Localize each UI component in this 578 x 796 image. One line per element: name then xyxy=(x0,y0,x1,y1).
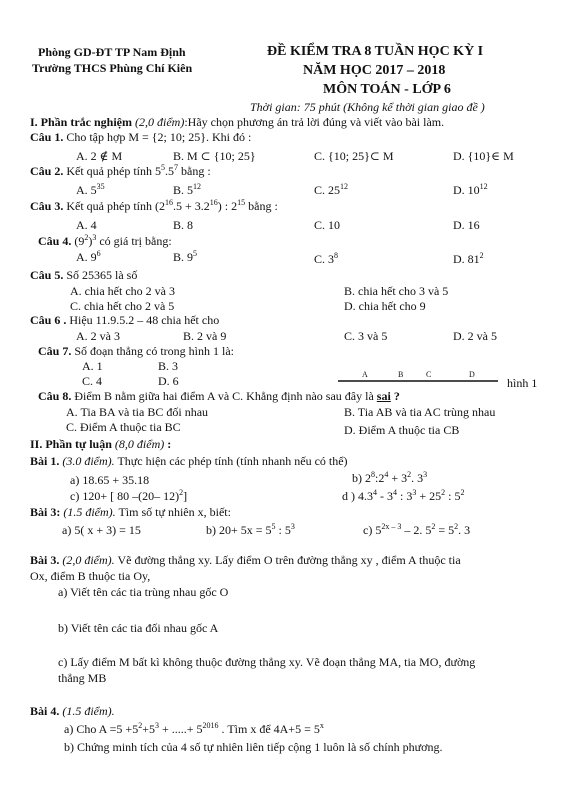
q4-text2: ) xyxy=(88,234,93,248)
q1-label: Câu 1. xyxy=(30,130,64,144)
bai1-part-a: a) 18.65 + 35.18 xyxy=(70,473,150,487)
q4-c-base: C. 3 xyxy=(314,252,335,266)
bai4-a-t4: . Tìm x để 4A+5 = 5 xyxy=(218,722,320,736)
q4-text1: (9 xyxy=(74,234,85,248)
bai2-part-a: a) 5( x + 3) = 15 xyxy=(62,523,141,537)
bai1-part-c xyxy=(70,489,187,503)
bai3-part-c-line2: thẳng MB xyxy=(58,671,107,685)
q8-option-d: D. Điểm A thuộc tia CB xyxy=(344,423,460,437)
q7-stem xyxy=(38,344,234,358)
bai4-points: (1.5 điểm). xyxy=(62,704,115,718)
q3-option-d: D. 16 xyxy=(453,218,480,232)
bai3-stem xyxy=(30,553,461,567)
figure-point-a: A xyxy=(362,370,368,379)
bai3-text1: Vẽ đường thẳng xy. Lấy điểm O trên đường thẳng xy , điểm A thuộc tia xyxy=(114,553,461,567)
bai4-label: Bài 4. xyxy=(30,704,60,718)
q6-option-b: B. 2 và 9 xyxy=(183,329,227,343)
q2-c-exp: 12 xyxy=(340,182,349,191)
bai1-b-t4: . 3 xyxy=(411,471,424,485)
bai2-b-t2: : 5 xyxy=(275,523,291,537)
bai1-d-t3: : 3 xyxy=(397,489,413,503)
bai2-c-t4: . 3 xyxy=(458,523,471,537)
bai4-a-t1: a) Cho A =5 +5 xyxy=(64,722,139,736)
q5-option-b: B. chia hết cho 3 và 5 xyxy=(344,284,449,298)
q8-option-a: A. Tia BA và tia BC đối nhau xyxy=(66,405,209,419)
bai2-c-t3: = 5 xyxy=(435,523,455,537)
bai2-part-b xyxy=(206,523,295,537)
q2-option-c xyxy=(314,183,348,197)
bai1-c-t1: c) 120+ [ 80 –(20– 12) xyxy=(70,489,180,503)
q8-text: Điểm B nằm giữa hai điểm A và C. Khẳng định nào sau đây là xyxy=(74,389,374,403)
bai1-part-b xyxy=(352,471,427,485)
q3-option-a: A. 4 xyxy=(76,218,97,232)
bai4-a-e2: 3 xyxy=(154,721,159,730)
q3-exp2: 16 xyxy=(209,198,218,207)
part2-heading: II. Phần tự luận xyxy=(30,437,112,451)
bai4-a-e1: 2 xyxy=(138,721,143,730)
q4-option-b xyxy=(173,250,197,264)
q2-a-exp: 35 xyxy=(96,182,105,191)
bai3-label: Bài 3. xyxy=(30,553,60,567)
bai3-points: (2,0 điểm). xyxy=(62,553,115,567)
q5-option-a: A. chia hết cho 2 và 3 xyxy=(70,284,175,298)
bai1-d-e5: 2 xyxy=(460,488,465,497)
figure-point-d: D xyxy=(469,370,475,379)
subject-title: MÔN TOÁN - LỚP 6 xyxy=(323,82,451,97)
q4-a-exp: 6 xyxy=(96,249,101,258)
q2-stem xyxy=(30,164,211,178)
part2-colon: : xyxy=(164,437,172,451)
q2-b-exp: 12 xyxy=(193,182,202,191)
q8-sai: sai xyxy=(376,389,391,403)
part1-instruction: :Hãy chọn phương án trả lời đúng và viết vào bài làm. xyxy=(184,115,445,129)
bai1-stem xyxy=(30,454,348,468)
bai4-part-a xyxy=(64,722,324,736)
bai2-c-t1: c) 5 xyxy=(363,523,382,537)
bai2-c-e3: 2 xyxy=(454,522,459,531)
q7-text: Số đoạn thẳng có trong hình 1 là: xyxy=(74,344,234,358)
q6-stem xyxy=(30,313,219,327)
q5-option-c: C. chia hết cho 2 và 5 xyxy=(70,299,175,313)
q1-option-a: A. 2 ∉ M xyxy=(76,149,123,163)
q3-option-b: B. 8 xyxy=(173,218,194,232)
bai1-d-t2: - 3 xyxy=(377,489,393,503)
q2-a-base: A. 5 xyxy=(76,183,97,197)
bai1-d-e3: 3 xyxy=(412,488,417,497)
q3-text4: bằng : xyxy=(245,199,278,213)
q7-option-d: D. 6 xyxy=(158,374,179,388)
q5-option-d: D. chia hết cho 9 xyxy=(344,299,426,313)
bai4-part-b: b) Chứng minh tích của 4 số tự nhiên liên tiếp cộng 1 luôn là số chính phương. xyxy=(64,740,443,754)
bai1-d-t5: : 5 xyxy=(445,489,461,503)
part1-points: (2,0 điểm) xyxy=(135,115,185,129)
q3-option-c: C. 10 xyxy=(314,218,341,232)
bai3-part-a: a) Viết tên các tia trùng nhau gốc O xyxy=(58,585,229,599)
bai1-b-e1: 8 xyxy=(371,470,375,479)
q3-text1: Kết quả phép tính (2 xyxy=(66,199,165,213)
q1-option-d: D. {10}∈ M xyxy=(453,149,514,163)
q4-exp2: 3 xyxy=(92,233,97,242)
bai1-d-t1: d ) 4.3 xyxy=(342,489,373,503)
q8-option-b: B. Tia AB và tia AC trùng nhau xyxy=(344,405,496,419)
bai1-c-e1: 2 xyxy=(179,488,184,497)
bai3-text2: Ox, điểm B thuộc tia Oy, xyxy=(30,569,151,583)
q4-label: Câu 4. xyxy=(38,234,72,248)
q4-b-base: B. 9 xyxy=(173,250,194,264)
q2-b-base: B. 5 xyxy=(173,183,194,197)
q4-option-c xyxy=(314,252,338,266)
q8-label: Câu 8. xyxy=(38,389,72,403)
bai1-c-t2: ] xyxy=(183,489,188,503)
bai1-b-e4: 3 xyxy=(423,470,428,479)
bai3-part-c-line1: c) Lấy điểm M bất kì không thuộc đường thẳng xy. Vẽ đoạn thẳng MA, tia MO, đường xyxy=(58,655,476,669)
bai2-b-e1: 5 xyxy=(271,522,276,531)
bai4-a-e3: 2016 xyxy=(202,721,219,730)
q6-option-d: D. 2 và 5 xyxy=(453,329,497,343)
bai2-c-t2: – 2. 5 xyxy=(401,523,432,537)
q3-text3: ) : 2 xyxy=(217,199,238,213)
q8-option-c: C. Điểm A thuộc tia BC xyxy=(66,420,181,434)
q1-text: Cho tập hợp M = {2; 10; 25}. Khi đó : xyxy=(66,130,252,144)
bai1-d-e2: 4 xyxy=(393,488,397,497)
figure-1-label: hình 1 xyxy=(507,376,538,390)
q3-exp3: 15 xyxy=(237,198,246,207)
q4-option-d xyxy=(453,252,484,266)
bai4-a-t3: + .....+ 5 xyxy=(158,722,203,736)
bai2-label: Bài 3: xyxy=(30,505,61,519)
school-year: NĂM HỌC 2017 – 2018 xyxy=(303,63,446,78)
bai1-b-e2: 4 xyxy=(384,470,389,479)
part2-points: (8,0 điểm) xyxy=(114,437,165,451)
q3-label: Câu 3. xyxy=(30,199,64,213)
q3-text2: .5 + 3.2 xyxy=(173,199,210,213)
bai2-b-t1: b) 20+ 5x = 5 xyxy=(206,523,272,537)
figure-point-c: C xyxy=(426,370,432,379)
part1-heading: I. Phần trắc nghiệm xyxy=(30,115,132,129)
school-name: Trường THCS Phùng Chí Kiên xyxy=(32,61,193,75)
q6-option-c: C. 3 và 5 xyxy=(344,329,388,343)
q4-text3: có giá trị bằng: xyxy=(96,234,172,248)
bai1-part-d xyxy=(342,489,464,503)
q7-label: Câu 7. xyxy=(38,344,72,358)
q5-stem xyxy=(30,268,137,282)
q3-exp1: 16 xyxy=(165,198,173,207)
q1-option-b: B. M ⊂ {10; 25} xyxy=(173,149,256,163)
bai1-d-e1: 4 xyxy=(373,488,377,497)
q4-c-exp: 8 xyxy=(334,251,339,260)
bai1-d-t4: + 25 xyxy=(416,489,442,503)
q2-option-b xyxy=(173,183,201,197)
bai4-a-t2: +5 xyxy=(142,722,155,736)
bai1-label: Bài 1. xyxy=(30,454,60,468)
q7-option-a: A. 1 xyxy=(82,359,103,373)
bai3-part-b: b) Viết tên các tia đối nhau gốc A xyxy=(58,621,219,635)
q2-c-base: C. 25 xyxy=(314,183,341,197)
dept-name: Phòng GD-ĐT TP Nam Định xyxy=(38,45,186,59)
bai2-points: (1.5 điểm). xyxy=(63,505,116,519)
q2-d-base: D. 10 xyxy=(453,183,480,197)
figure-1 xyxy=(338,369,498,387)
bai1-text: Thực hiện các phép tính (tính nhanh nếu có thể) xyxy=(114,454,348,468)
bai4-stem xyxy=(30,704,115,718)
q5-text: Số 25365 là số xyxy=(66,268,138,282)
part2-heading-line xyxy=(30,437,171,451)
bai1-d-e4: 2 xyxy=(441,488,446,497)
q4-b-exp: 5 xyxy=(193,249,198,258)
q6-option-a: A. 2 và 3 xyxy=(76,329,120,343)
bai2-c-e2: 2 xyxy=(431,522,436,531)
bai1-b-e3: 2 xyxy=(407,470,412,479)
figure-point-b: B xyxy=(398,370,404,379)
q2-exp1: 5 xyxy=(161,163,165,172)
q8-stem xyxy=(38,389,400,403)
bai2-b-e2: 3 xyxy=(290,522,295,531)
bai4-a-e4: x xyxy=(319,721,324,730)
q3-stem xyxy=(30,199,278,213)
q2-text: Kết quả phép tính 5 xyxy=(66,164,161,178)
exam-title: ĐỀ KIỂM TRA 8 TUẦN HỌC KỲ I xyxy=(267,44,484,59)
bai1-b-t3: + 3 xyxy=(388,471,408,485)
q1-option-c: C. {10; 25}⊂ M xyxy=(314,149,394,163)
q2-label: Câu 2. xyxy=(30,164,64,178)
q7-option-b: B. 3 xyxy=(158,359,179,373)
q1-stem xyxy=(30,130,251,144)
q2-d-exp: 12 xyxy=(479,182,488,191)
bai2-stem xyxy=(30,505,231,519)
bai1-points: (3.0 điểm). xyxy=(62,454,115,468)
q5-label: Câu 5. xyxy=(30,268,64,282)
q2-text-mid: .5 xyxy=(165,164,174,178)
q4-d-exp: 2 xyxy=(479,251,484,260)
q6-text: Hiệu 11.9.5.2 – 48 chia hết cho xyxy=(69,313,220,327)
q7-option-c: C. 4 xyxy=(82,374,103,388)
bai1-b-t1: b) 2 xyxy=(352,471,371,485)
q2-text-post: bằng : xyxy=(178,164,211,178)
exam-time: Thời gian: 75 phút (Không kể thời gian giao đề ) xyxy=(250,100,485,114)
q4-a-base: A. 9 xyxy=(76,250,97,264)
bai2-text: Tìm số tự nhiên x, biết: xyxy=(115,505,231,519)
q2-option-a xyxy=(76,183,105,197)
q6-label: Câu 6 . xyxy=(30,313,67,327)
q2-exp2: 7 xyxy=(174,163,178,172)
bai2-part-c xyxy=(363,523,470,537)
q4-exp1: 2 xyxy=(84,233,89,242)
part1-heading-line xyxy=(30,115,444,129)
q4-d-base: D. 81 xyxy=(453,252,480,266)
q2-option-d xyxy=(453,183,488,197)
q8-end: ? xyxy=(390,389,400,403)
q4-stem xyxy=(38,234,172,248)
q4-option-a xyxy=(76,250,101,264)
bai1-b-t2: :2 xyxy=(375,471,385,485)
bai2-c-e1: 2x – 3 xyxy=(381,522,402,531)
